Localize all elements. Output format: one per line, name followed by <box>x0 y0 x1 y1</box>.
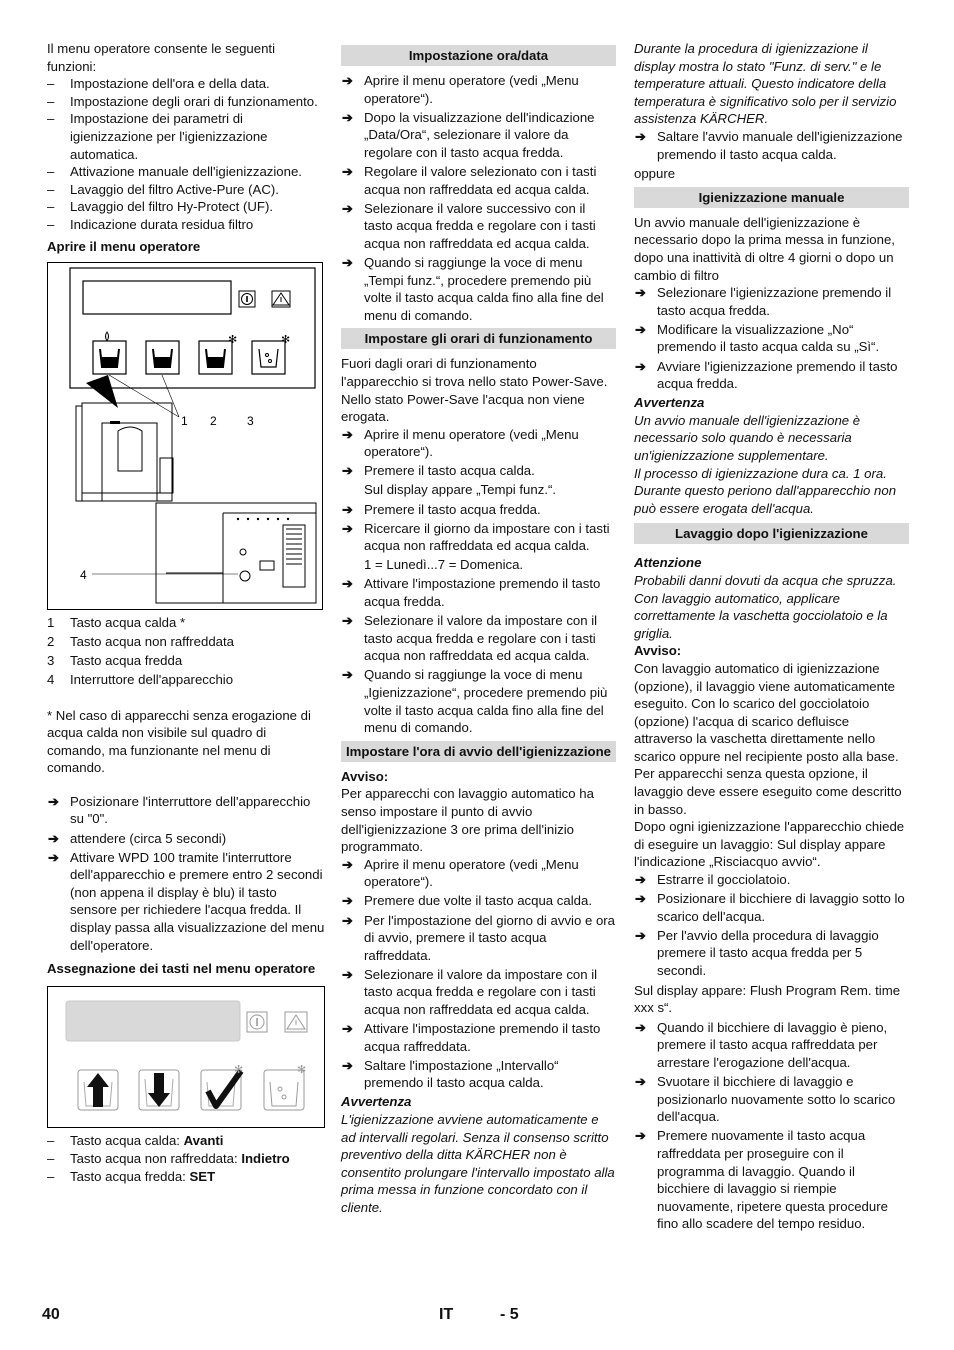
legend-item: 2 Tasto acqua non raffreddata <box>47 634 234 650</box>
display-message: Sul display appare: Flush Program Rem. time xxx s“. <box>634 982 901 1016</box>
arrow-icon: ➔ <box>342 426 354 442</box>
arrow-icon: ➔ <box>635 872 647 888</box>
list-item: – Impostazione degli orari di funzionamento. <box>47 93 325 111</box>
step-item: ➔ Selezionare il valore successivo con il tasto acqua fredda e regolare con i tasti acqua non raffreddata ed acqua calda. <box>342 200 596 251</box>
paragraph: Un avvio manuale dell'igienizzazione è necessario dopo la prima messa in funzione, dopo una inattività di oltre 4 giorni o dopo un cambio di filtro <box>634 214 895 283</box>
info-icon <box>247 1012 267 1032</box>
paragraph: Dopo ogni igienizzazione l'apparecchio chiede di eseguire un lavaggio: Sul display appare l'indicazione „Risciacquo avvio“. <box>634 819 905 870</box>
section-heading: Lavaggio dopo l'igienizzazione <box>634 523 909 544</box>
arrow-icon: ➔ <box>342 667 354 683</box>
arrow-icon: ➔ <box>635 128 647 144</box>
section-heading: Igienizzazione manuale <box>634 187 909 208</box>
arrow-icon: ➔ <box>342 254 354 270</box>
column-3 <box>634 40 909 1234</box>
sanitization-start-steps <box>341 856 616 1092</box>
step-item: ➔ Premere il tasto acqua fredda. <box>342 501 541 517</box>
svg-text:✻: ✻ <box>228 334 238 347</box>
open-menu-steps <box>47 793 325 954</box>
notice-label: Avviso: <box>634 643 682 659</box>
arrow-icon: ➔ <box>635 891 647 907</box>
menu-keys-figure <box>47 986 325 1128</box>
section-heading: Impostare gli orari di funzionamento <box>341 328 616 349</box>
arrow-icon: ➔ <box>342 912 354 928</box>
list-item: – Tasto acqua fredda: SET <box>47 1168 325 1186</box>
step-item: ➔ Svuotare il bicchiere di lavaggio e posizionarlo nuovamente sotto lo scarico dell'acqua. <box>635 1074 896 1125</box>
control-panel-figure <box>47 262 323 610</box>
info-icon <box>239 291 255 307</box>
arrow-icon: ➔ <box>48 849 60 865</box>
legend-item: 1 Tasto acqua calda * <box>47 615 186 631</box>
arrow-icon: ➔ <box>635 285 647 301</box>
warning-icon <box>272 291 290 307</box>
step-item: ➔ Avviare l'igienizzazione premendo il tasto acqua fredda. <box>635 358 898 392</box>
warning-icon <box>285 1012 307 1032</box>
warning-text: L'igienizzazione avviene automaticamente e ad intervalli regolari. Senza il consenso scritto preventivo della ditta KÄRCHER non è consentito prolungare l'intervallo impostato alla prima messa in funzione concordato con il cliente. <box>341 1112 615 1216</box>
warning-label: Avvertenza <box>634 395 705 411</box>
arrow-icon: ➔ <box>342 576 354 592</box>
arrow-icon: ➔ <box>342 893 354 909</box>
or-text: oppure <box>634 166 676 182</box>
list-item: – Tasto acqua calda: Avanti <box>47 1132 325 1150</box>
display-screen <box>66 1001 240 1041</box>
cold-water-button-icon <box>199 334 237 374</box>
caution-text: Probabili danni dovuti da acqua che spruzza. Con lavaggio automatico, applicare correttamente la vaschetta gocciolatoio e la griglia. <box>634 572 897 641</box>
warning-text: Un avvio manuale dell'igienizzazione è necessario solo quando è necessaria un'igienizzazione supplementare. <box>634 412 861 463</box>
arrow-icon: ➔ <box>342 463 354 479</box>
step-item: ➔ Per l'avvio della procedura di lavaggio premere il tasto acqua fredda per 5 secondi. <box>635 927 879 978</box>
step-item: ➔ Posizionare l'interruttore dell'apparecchio su "0". <box>48 793 311 827</box>
display-screen <box>83 281 231 314</box>
list-item: – Lavaggio del filtro Active-Pure (AC). <box>47 181 325 199</box>
arrow-icon: ➔ <box>342 109 354 125</box>
figure-label: 2 <box>210 414 217 429</box>
paragraph: Fuori dagli orari di funzionamento l'apparecchio si trova nello stato Power-Save. Nello stato Power-Save l'acqua non viene erogata. <box>341 356 608 425</box>
checkmark-icon <box>201 1064 243 1110</box>
key-assignment-heading: Assegnazione dei tasti nel menu operatore <box>47 960 316 976</box>
arrow-icon: ➔ <box>342 966 354 982</box>
step-item: ➔ Modificare la visualizzazione „No“ premendo il tasto acqua calda su „Sì“. <box>635 321 880 355</box>
operating-hours-steps <box>341 426 616 480</box>
arrow-icon: ➔ <box>342 613 354 629</box>
list-item: – Impostazione dei parametri di igienizzazione per l'igienizzazione automatica. <box>47 110 325 163</box>
step-item: ➔ attendere (circa 5 secondi) <box>48 830 227 846</box>
appliance-drawing <box>76 403 173 501</box>
section-heading: Impostazione ora/data <box>341 45 616 66</box>
sparkling-water-icon <box>264 1064 306 1110</box>
hot-water-button-icon <box>93 332 126 374</box>
menu-keys-illustration <box>48 987 324 1127</box>
language-code: IT <box>439 1306 454 1323</box>
step-item: ➔ Quando si raggiunge la voce di menu „Tempi funz.“, procedere premendo più volte il tasto acqua calda fino alla fine del menu di comando. <box>342 254 604 323</box>
svg-text:✻: ✻ <box>281 334 291 347</box>
control-panel-illustration <box>48 263 322 609</box>
function-list <box>47 75 325 233</box>
svg-text:✻: ✻ <box>297 1064 307 1077</box>
step-item: ➔ Saltare l'avvio manuale dell'igienizzazione premendo il tasto acqua calda. <box>635 128 903 162</box>
step-item: ➔ Premere due volte il tasto acqua calda. <box>342 893 592 909</box>
manual-sanitization-steps <box>634 284 909 393</box>
warning-text: Il processo di igienizzazione dura ca. 1 ora. Durante questo periono dall'apparecchio non può essere erogata dell'acqua. <box>634 465 897 516</box>
step-item: ➔ Aprire il menu operatore (vedi „Menu operatore“). <box>342 856 579 890</box>
arrow-icon: ➔ <box>635 927 647 943</box>
step-item: ➔ Saltare l'impostazione „Intervallo“ premendo il tasto acqua calda. <box>342 1057 559 1091</box>
down-arrow-icon <box>139 1070 179 1110</box>
open-menu-heading: Aprire il menu operatore <box>47 238 201 254</box>
arrow-icon: ➔ <box>635 1128 647 1144</box>
arrow-icon: ➔ <box>48 793 60 809</box>
step-item: ➔ Attivare l'impostazione premendo il tasto acqua fredda. <box>342 576 601 610</box>
sparkling-water-button-icon <box>252 334 290 374</box>
arrow-icon: ➔ <box>342 1057 354 1073</box>
figure-label: 1 <box>181 414 188 429</box>
menu-intro: Il menu operatore consente le seguenti funzioni: <box>47 41 275 74</box>
step-item: ➔ Dopo la visualizzazione dell'indicazione „Data/Ora“, selezionare il valore da regolare con il tasto acqua fredda. <box>342 109 595 160</box>
step-item: ➔ Attivare WPD 100 tramite l'interruttore dell'apparecchio e premere entro 2 secondi (non appena il display è blu) il tasto sensore per richiedere l'acqua fredda. Il display passa alla visualizzazione del menu dell'operatore. <box>48 849 325 953</box>
up-arrow-icon <box>78 1070 118 1110</box>
legend-item: 4 Interruttore dell'apparecchio <box>47 672 234 688</box>
list-item: – Tasto acqua non raffreddata: Indietro <box>47 1150 325 1168</box>
step-item: ➔ Attivare l'impostazione premendo il tasto acqua raffreddata. <box>342 1021 601 1054</box>
step-item: ➔ Quando il bicchiere di lavaggio è pieno, premere il tasto acqua raffreddata per arrestare l'erogazione dell'acqua. <box>635 1019 888 1070</box>
legend-item: 3 Tasto acqua fredda <box>47 653 183 669</box>
arrow-icon: ➔ <box>342 200 354 216</box>
notice-text: Con lavaggio automatico di igienizzazione (opzione), il lavaggio viene automaticamente eseguito. Con lo scarico del gocciolatoio (opzione) l'acqua di scarico defluisce attraverso la vaschetta direttamente nello scarico oppure nel recipiente posto alla base. Per apparecchi senza questa opzione, il lavaggio deve essere eseguito come descritto in basso. <box>634 660 902 817</box>
section-heading: Impostare l'ora di avvio dell'igienizzazione <box>341 741 616 762</box>
section-page: - 5 <box>500 1306 519 1323</box>
footnote: * Nel caso di apparecchi senza erogazione di acqua calda non visibile sul quadro di comando, ma funzionante nel menu di comando. <box>47 707 311 776</box>
step-item: ➔ Estrarre il gocciolatoio. <box>635 872 791 888</box>
step-item: ➔ Selezionare l'igienizzazione premendo il tasto acqua fredda. <box>635 285 892 318</box>
step-item: ➔ Ricercare il giorno da impostare con i tasti acqua non raffreddata ed acqua calda. <box>342 520 610 554</box>
arrow-icon: ➔ <box>342 163 354 179</box>
page-number: 40 <box>42 1306 60 1323</box>
column-1 <box>47 40 325 1185</box>
column-2 <box>341 41 616 1217</box>
step-item: ➔ Aprire il menu operatore (vedi „Menu operatore“). <box>342 73 579 106</box>
arrow-icon: ➔ <box>635 321 647 337</box>
step-item: ➔ Premere il tasto acqua calda. <box>342 463 535 479</box>
inset-switch-drawing <box>156 503 316 603</box>
caution-label: Attenzione <box>634 555 702 571</box>
flush-steps <box>634 871 909 980</box>
arrow-icon: ➔ <box>48 830 60 846</box>
step-item: ➔ Premere nuovamente il tasto acqua raffreddata per proseguire con il programma di lavaggio. Quando il bicchiere di lavaggio si riempie nuovamente, ripetere questa procedure fino allo scadere del tempo residuo. <box>635 1128 888 1232</box>
figure-label: 3 <box>247 414 254 429</box>
still-water-button-icon <box>146 341 179 374</box>
list-item: – Indicazione durata residua filtro <box>47 216 325 234</box>
display-note: Sul display appare „Tempi funz.“. <box>364 482 557 498</box>
arrow-icon: ➔ <box>342 73 354 88</box>
arrow-icon: ➔ <box>635 358 647 374</box>
warning-label: Avvertenza <box>341 1094 412 1110</box>
day-note: 1 = Lunedì...7 = Domenica. <box>364 557 524 573</box>
list-item: – Attivazione manuale dell'igienizzazione. <box>47 163 325 181</box>
arrow-icon: ➔ <box>635 1074 647 1090</box>
notice-text: Per apparecchi con lavaggio automatico ha senso impostare il punto di avvio dell'igienizzazione 3 ore prima dell'inizio programmato. <box>341 786 594 855</box>
key-assignment-list <box>47 1132 325 1185</box>
step-item: ➔ Per l'impostazione del giorno di avvio e ora di avvio, premere il tasto acqua raffreddata. <box>342 912 616 963</box>
display-info-note: Durante la procedura di igienizzazione il display mostra lo stato "Funz. di serv." e le temperature attuali. Questo indicatore della temperatura è significativo solo per il servizio assistenza KÄRCHER. <box>634 41 897 127</box>
list-item: – Lavaggio del filtro Hy-Protect (UF). <box>47 198 325 216</box>
time-date-steps <box>341 72 616 324</box>
figure-legend <box>47 614 325 689</box>
arrow-icon: ➔ <box>342 520 354 536</box>
arrow-icon: ➔ <box>342 856 354 872</box>
list-item: – Impostazione dell'ora e della data. <box>47 75 325 93</box>
figure-label: 4 <box>80 568 87 583</box>
step-item: ➔ Regolare il valore selezionato con i tasti acqua non raffreddata ed acqua calda. <box>342 163 597 197</box>
arrow-icon: ➔ <box>635 1019 647 1035</box>
step-item: ➔ Selezionare il valore da impostare con il tasto acqua fredda e regolare con i tasti acqua non raffreddata ed acqua calda. <box>342 966 598 1017</box>
arrow-icon: ➔ <box>342 1021 354 1037</box>
step-item: ➔ Quando si raggiunge la voce di menu „Igienizzazione“, procedere premendo più volte il tasto acqua calda fino alla fine del menu di comando. <box>342 667 608 736</box>
step-item: ➔ Posizionare il bicchiere di lavaggio sotto lo scarico dell'acqua. <box>635 891 905 924</box>
svg-text:✻: ✻ <box>234 1064 244 1077</box>
step-item: ➔ Aprire il menu operatore (vedi „Menu operatore“). <box>342 426 579 460</box>
step-item: ➔ Selezionare il valore da impostare con il tasto acqua fredda e regolare con i tasti acqua non raffreddata ed acqua calda. <box>342 613 598 664</box>
notice-label: Avviso: <box>341 768 389 784</box>
arrow-icon: ➔ <box>342 501 354 517</box>
